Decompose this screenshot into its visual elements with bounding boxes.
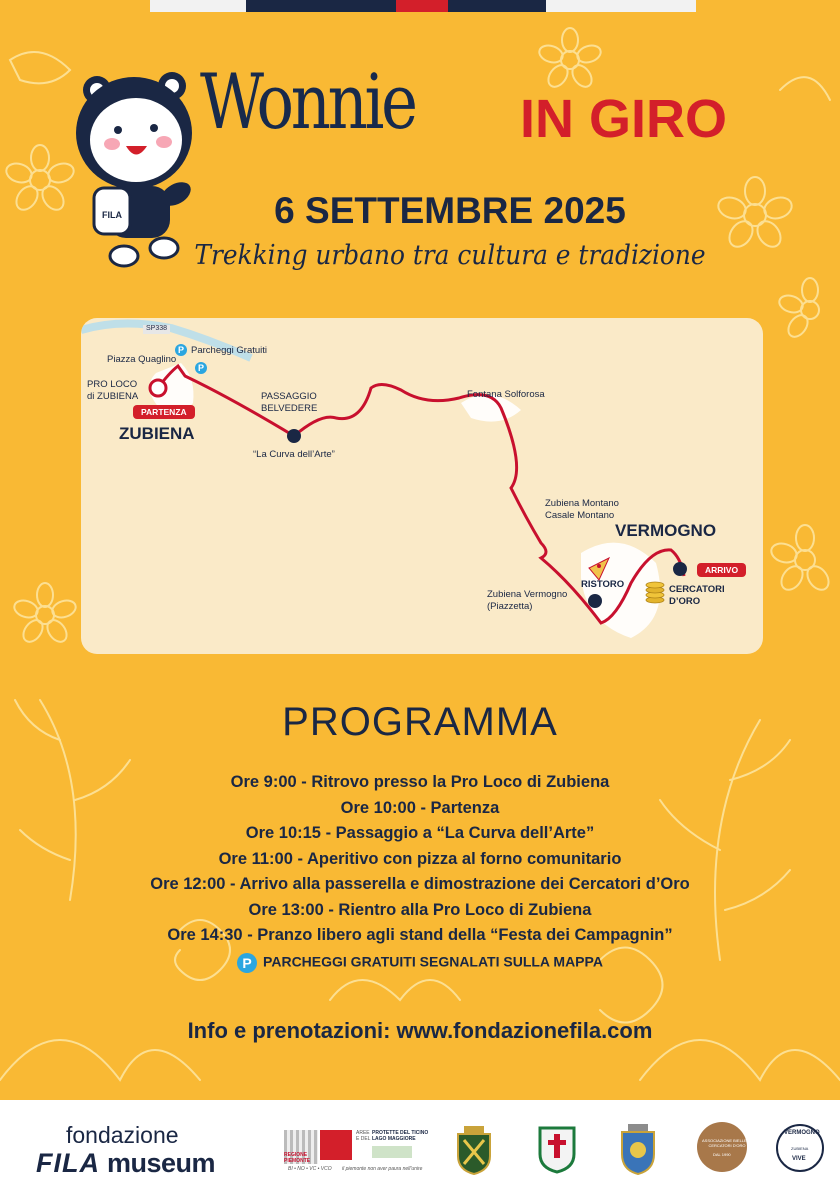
title-accent: IN GIRO	[520, 89, 728, 149]
programma-title: PROGRAMMA	[282, 700, 558, 744]
piazzetta-marker-icon	[588, 594, 602, 608]
aree-protette-logo-icon	[320, 1130, 352, 1160]
gold-coins-icon	[646, 582, 664, 603]
partner-logos-icon	[372, 1146, 412, 1158]
title-main: Wonnie	[200, 57, 415, 146]
info-line: Info e prenotazioni: www.fondazionefila.com	[187, 1018, 653, 1043]
footer	[0, 1100, 840, 1200]
municipal-crest-3-icon	[618, 1122, 658, 1176]
start-marker-icon	[150, 380, 166, 396]
programma-list	[60, 770, 780, 949]
list-item: Ore 10:00 - Partenza	[340, 798, 500, 817]
regione-label: REGIONE PIEMONTE	[284, 1152, 311, 1164]
mascot-bear-icon	[72, 68, 202, 278]
piazzetta-label: Zubiena Vermogno (Piazzetta)	[487, 589, 568, 612]
list-item: Ore 11:00 - Aperitivo con pizza al forno comunitario	[218, 849, 622, 868]
list-item: Ore 14:30 - Pranzo libero agli stand della “Festa dei Campagnin”	[167, 926, 673, 944]
ristoro-label: RISTORO	[581, 579, 625, 590]
road-label: SP338	[143, 325, 170, 334]
proloco-label: PRO LOCO di ZUBIENA	[87, 379, 139, 402]
arrival-marker-icon	[673, 562, 687, 576]
list-item: Ore 10:15 - Passaggio a “La Curva dell’Arte”	[245, 824, 595, 842]
assoc-year: DAL 1990	[713, 1152, 731, 1157]
list-item: Ore 12:00 - Arrivo alla passerella e dimostrazione dei Cercatori d’Oro	[150, 875, 690, 893]
route-map-graphic	[81, 318, 763, 654]
list-item: Ore 13:00 - Rientro alla Pro Loco di Zubiena	[248, 900, 592, 919]
fila-wordmark: FILA	[36, 1148, 100, 1178]
vermogno-label: VERMOGNO	[615, 521, 717, 540]
aree-label: AREE E DEL	[356, 1130, 371, 1142]
parking-label: Parcheggi Gratuiti	[191, 345, 268, 356]
vermogno-badge-sub: ZUBIENA	[791, 1146, 809, 1151]
vermogno-badge-title: VERMOGNO	[784, 1130, 820, 1136]
assoc-label: ASSOCIAZIONE BIELLESE CERCATORI D'ORO	[702, 1138, 753, 1148]
belvedere-marker-icon	[287, 429, 301, 443]
municipal-crest-1-icon	[454, 1124, 494, 1176]
mascot-badge: FILA	[102, 210, 122, 220]
parking-note	[0, 953, 840, 973]
route-map	[81, 318, 763, 654]
curva-label: “La Curva dell’Arte”	[253, 449, 335, 460]
tagline-right: il piemonte non aver paura nell'unire	[342, 1166, 423, 1172]
zubiena-label: ZUBIENA	[119, 424, 195, 443]
arrivo-badge: ARRIVO	[697, 563, 746, 577]
municipal-crest-2-icon	[538, 1124, 576, 1174]
parking-note-text: PARCHEGGI GRATUITI SEGNALATI SULLA MAPPA	[263, 953, 603, 970]
parking-icon-1: P	[175, 344, 187, 356]
list-item: Ore 9:00 - Ritrovo presso la Pro Loco di Zubiena	[230, 773, 610, 791]
cercatori-label: CERCATORI D’ORO	[669, 584, 725, 607]
fila-museum-logo	[36, 1148, 215, 1179]
piazza-label: Piazza Quaglino	[107, 354, 177, 365]
ticino-label: PROTETTE DEL TICINO LAGO MAGGIORE	[372, 1130, 429, 1142]
belvedere-label: PASSAGGIO BELVEDERE	[261, 391, 318, 414]
montano-label: Zubiena Montano Casale Montano	[545, 498, 619, 521]
parking-icon: P	[237, 953, 257, 973]
event-date: 6 SETTEMBRE 2025	[274, 190, 626, 231]
fondazione-label: fondazione	[66, 1122, 179, 1148]
tagline-left: BI • NO • VC • VCO	[288, 1166, 332, 1172]
partenza-badge: PARTENZA	[133, 405, 195, 419]
museum-wordmark: museum	[107, 1148, 216, 1178]
parking-icon-2: P	[195, 362, 207, 374]
subtitle: Trekking urbano tra cultura e tradizione	[194, 240, 706, 271]
fontana-label: Fontana Solforosa	[467, 389, 545, 400]
vermogno-badge-vive: VIVE	[792, 1156, 806, 1162]
